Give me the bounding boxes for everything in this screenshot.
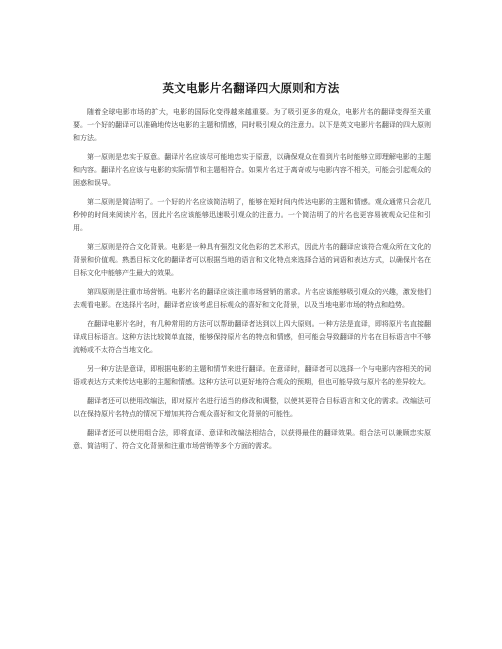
document-title: 英文电影片名翻译四大原则和方法 <box>162 81 340 95</box>
paragraph-7: 另一种方法是意译，即根据电影的主题和情节来进行翻译。在意译时，翻译者可以选择一个与电影内容相关的词语或表达方式来传达电影的主题和情感。这种方法可以更好地符合观众的预期，但也可能导致与原片名的差异较大。 <box>73 365 431 386</box>
paragraph-5: 第四原则是注重市场营销。电影片名的翻译应该注重市场营销的需求。片名应该能够吸引观众的兴趣，激发他们去观看电影。在选择片名时，翻译者应该考虑目标观众的喜好和文化背景，以及当地电影市场的特点和趋势。 <box>73 288 431 309</box>
paragraph-9: 翻译者还可以使用组合法，即将直译、意译和改编法相结合，以获得最佳的翻译效果。组合法可以兼顾忠实原意、简洁明了、符合文化背景和注重市场营销等多个方面的需求。 <box>73 429 431 450</box>
paragraph-6: 在翻译电影片名时，有几种常用的方法可以帮助翻译者达到以上四大原则。一种方法是直译，即将原片名直接翻译成目标语言。这种方法比较简单直接，能够保持原片名的特点和情感，但可能会导致翻译的片名在目标语言中不够流畅或不太符合当地文化。 <box>73 320 431 354</box>
paragraph-8: 翻译者还可以使用改编法，即对原片名进行适当的修改和调整，以使其更符合目标语言和文化的需求。改编法可以在保持原片名特点的情况下增加其符合观众喜好和文化背景的可能性。 <box>73 397 431 418</box>
document-body <box>73 106 431 459</box>
paragraph-2: 第一原则是忠实于原意。翻译片名应该尽可能地忠实于原意，以确保观众在看到片名时能够立即理解电影的主题和内容。翻译片名应该与电影的实际情节和主题相符合。如果片名过于离奇或与电影内容不相关，可能会引起观众的困惑和误导。 <box>73 153 431 187</box>
paragraph-1: 随着全球电影市场的扩大，电影的国际化变得越来越重要。为了吸引更多的观众，电影片名的翻译变得至关重要。一个好的翻译可以准确地传达电影的主题和情感，同时吸引观众的注意力。以下是英文电影片名翻译的四大原则和方法。 <box>73 108 431 142</box>
paragraph-3: 第二原则是简洁明了。一个好的片名应该简洁明了，能够在短时间内传达电影的主题和情感。观众通常只会花几秒钟的时间来阅读片名，因此片名应该能够迅速吸引观众的注意力。一个简洁明了的片名也更容易被观众记住和引用。 <box>73 198 431 232</box>
paragraph-4: 第三原则是符合文化背景。电影是一种具有强烈文化色彩的艺术形式，因此片名的翻译应该符合观众所在文化的背景和价值观。熟悉目标文化的翻译者可以根据当地的语言和文化特点来选择合适的词语和表达方式，以确保片名在目标文化中能够产生最大的效果。 <box>73 243 431 277</box>
